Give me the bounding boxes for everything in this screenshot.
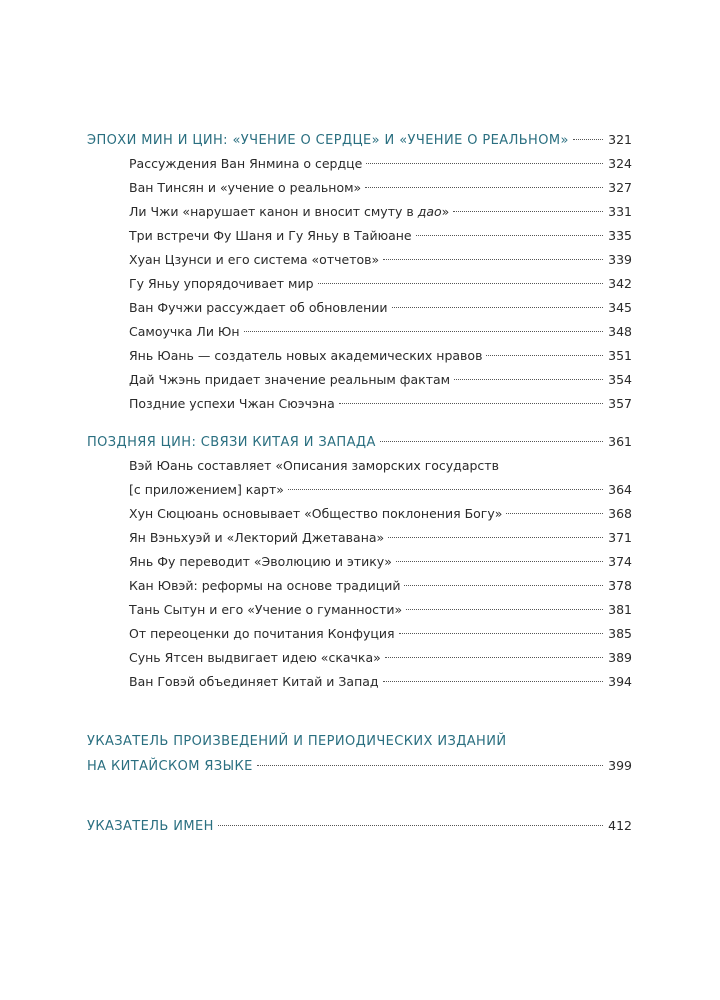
page-number: 327 <box>608 180 632 195</box>
entry-title: Три встречи Фу Шаня и Гу Яньу в Тайюане <box>129 228 412 243</box>
toc-entry[interactable] <box>87 248 632 272</box>
index-names-heading[interactable] <box>87 814 632 838</box>
page-number: 389 <box>608 650 632 665</box>
dot-leader <box>506 513 603 514</box>
page-number: 364 <box>608 482 632 497</box>
toc-entry[interactable] <box>87 550 632 574</box>
dot-leader <box>486 355 603 356</box>
entry-title: От переоценки до почитания Конфуция <box>129 626 395 641</box>
index-works-heading-line1[interactable]: УКАЗАТЕЛЬ ПРОИЗВЕДЕНИЙ И ПЕРИОДИЧЕСКИХ ИЗДАНИЙ <box>87 734 507 749</box>
table-of-contents <box>87 128 632 852</box>
page-number: 371 <box>608 530 632 545</box>
toc-section-ming-qing <box>87 128 632 416</box>
dot-leader <box>318 283 604 284</box>
page-number: 361 <box>608 434 632 449</box>
spacer <box>87 708 632 730</box>
index-works-heading-line2: НА КИТАЙСКОМ ЯЗЫКЕ <box>87 759 253 774</box>
section-heading-title: ЭПОХИ МИН И ЦИН: «УЧЕНИЕ О СЕРДЦЕ» И «УЧЕНИЕ О РЕАЛЬНОМ» <box>87 133 569 148</box>
page-number: 385 <box>608 626 632 641</box>
section-heading[interactable] <box>87 430 632 454</box>
index-works-heading[interactable] <box>87 754 632 778</box>
dot-leader <box>383 259 603 260</box>
toc-index-names <box>87 814 632 838</box>
entry-title-line1[interactable]: Вэй Юань составляет «Описания заморских государств <box>129 458 499 473</box>
toc-entry[interactable] <box>87 526 632 550</box>
dot-leader <box>404 585 603 586</box>
dot-leader <box>380 441 603 442</box>
entry-title: Янь Юань — создатель новых академических нравов <box>129 348 483 363</box>
dot-leader <box>406 609 603 610</box>
dot-leader <box>339 403 603 404</box>
page-number: 381 <box>608 602 632 617</box>
dot-leader <box>244 331 604 332</box>
page-number: 374 <box>608 554 632 569</box>
toc-section-late-qing <box>87 430 632 694</box>
entry-title: [с приложением] карт» <box>129 482 284 497</box>
index-names-title: УКАЗАТЕЛЬ ИМЕН <box>87 819 214 834</box>
page-number: 339 <box>608 252 632 267</box>
entry-title: Поздние успехи Чжан Сюэчэна <box>129 396 335 411</box>
page-number: 342 <box>608 276 632 291</box>
page-number: 345 <box>608 300 632 315</box>
entry-title: Рассуждения Ван Янмина о сердце <box>129 156 363 171</box>
page-number: 354 <box>608 372 632 387</box>
entry-title: Кан Ювэй: реформы на основе традиций <box>129 578 401 593</box>
toc-entry[interactable] <box>87 670 632 694</box>
entry-title: Ван Говэй объединяет Китай и Запад <box>129 674 379 689</box>
dot-leader <box>385 657 603 658</box>
toc-entry[interactable] <box>87 502 632 526</box>
dot-leader <box>453 211 603 212</box>
toc-entry[interactable] <box>87 296 632 320</box>
entry-title: Ван Тинсян и «учение о реальном» <box>129 180 362 195</box>
page-number: 351 <box>608 348 632 363</box>
dot-leader <box>218 825 603 826</box>
dot-leader <box>388 537 603 538</box>
dot-leader <box>416 235 604 236</box>
toc-entry[interactable] <box>87 152 632 176</box>
toc-index-works <box>87 730 632 778</box>
dot-leader <box>573 139 603 140</box>
toc-entry[interactable] <box>87 176 632 200</box>
entry-title: Тань Сытун и его «Учение о гуманности» <box>129 602 403 617</box>
toc-entry[interactable] <box>87 478 632 502</box>
page-number: 394 <box>608 674 632 689</box>
toc-entry[interactable] <box>87 224 632 248</box>
page-number: 357 <box>608 396 632 411</box>
page-number: 324 <box>608 156 632 171</box>
page-number: 412 <box>608 818 632 833</box>
dot-leader <box>392 307 604 308</box>
page-number: 331 <box>608 204 632 219</box>
toc-entry[interactable] <box>87 200 632 224</box>
page-number: 399 <box>608 758 632 773</box>
entry-title: Янь Фу переводит «Эволюцию и этику» <box>129 554 392 569</box>
section-heading-title: ПОЗДНЯЯ ЦИН: СВЯЗИ КИТАЯ И ЗАПАДА <box>87 435 376 450</box>
dot-leader <box>288 489 603 490</box>
entry-title: Хуан Цзунси и его система «отчетов» <box>129 252 380 267</box>
dot-leader <box>366 163 603 164</box>
toc-entry[interactable] <box>87 392 632 416</box>
spacer <box>87 792 632 814</box>
entry-title: Самоучка Ли Юн <box>129 324 240 339</box>
entry-title: Ван Фучжи рассуждает об обновлении <box>129 300 388 315</box>
toc-entry[interactable] <box>87 646 632 670</box>
section-heading[interactable] <box>87 128 632 152</box>
page-number: 348 <box>608 324 632 339</box>
toc-entry[interactable] <box>87 320 632 344</box>
dot-leader <box>454 379 603 380</box>
toc-entry[interactable] <box>87 598 632 622</box>
page-number: 321 <box>608 132 632 147</box>
dot-leader <box>257 765 603 766</box>
entry-title: Гу Яньу упорядочивает мир <box>129 276 314 291</box>
toc-entry[interactable] <box>87 622 632 646</box>
toc-entry[interactable] <box>87 574 632 598</box>
page-number: 335 <box>608 228 632 243</box>
entry-title: Сунь Ятсен выдвигает идею «скачка» <box>129 650 381 665</box>
dot-leader <box>399 633 604 634</box>
entry-title: Ян Вэньхуэй и «Лекторий Джетавана» <box>129 530 385 545</box>
entry-title: Дай Чжэнь придает значение реальным фактам <box>129 372 451 387</box>
page-number: 368 <box>608 506 632 521</box>
dot-leader <box>383 681 604 682</box>
entry-title: Ли Чжи «нарушает канон и вносит смуту в дао» <box>129 204 450 219</box>
dot-leader <box>365 187 603 188</box>
toc-entry[interactable] <box>87 272 632 296</box>
page-number: 378 <box>608 578 632 593</box>
dot-leader <box>396 561 603 562</box>
entry-title: Хун Сюцюань основывает «Общество поклонения Богу» <box>129 506 503 521</box>
toc-entry[interactable] <box>87 344 632 368</box>
toc-entry[interactable] <box>87 368 632 392</box>
